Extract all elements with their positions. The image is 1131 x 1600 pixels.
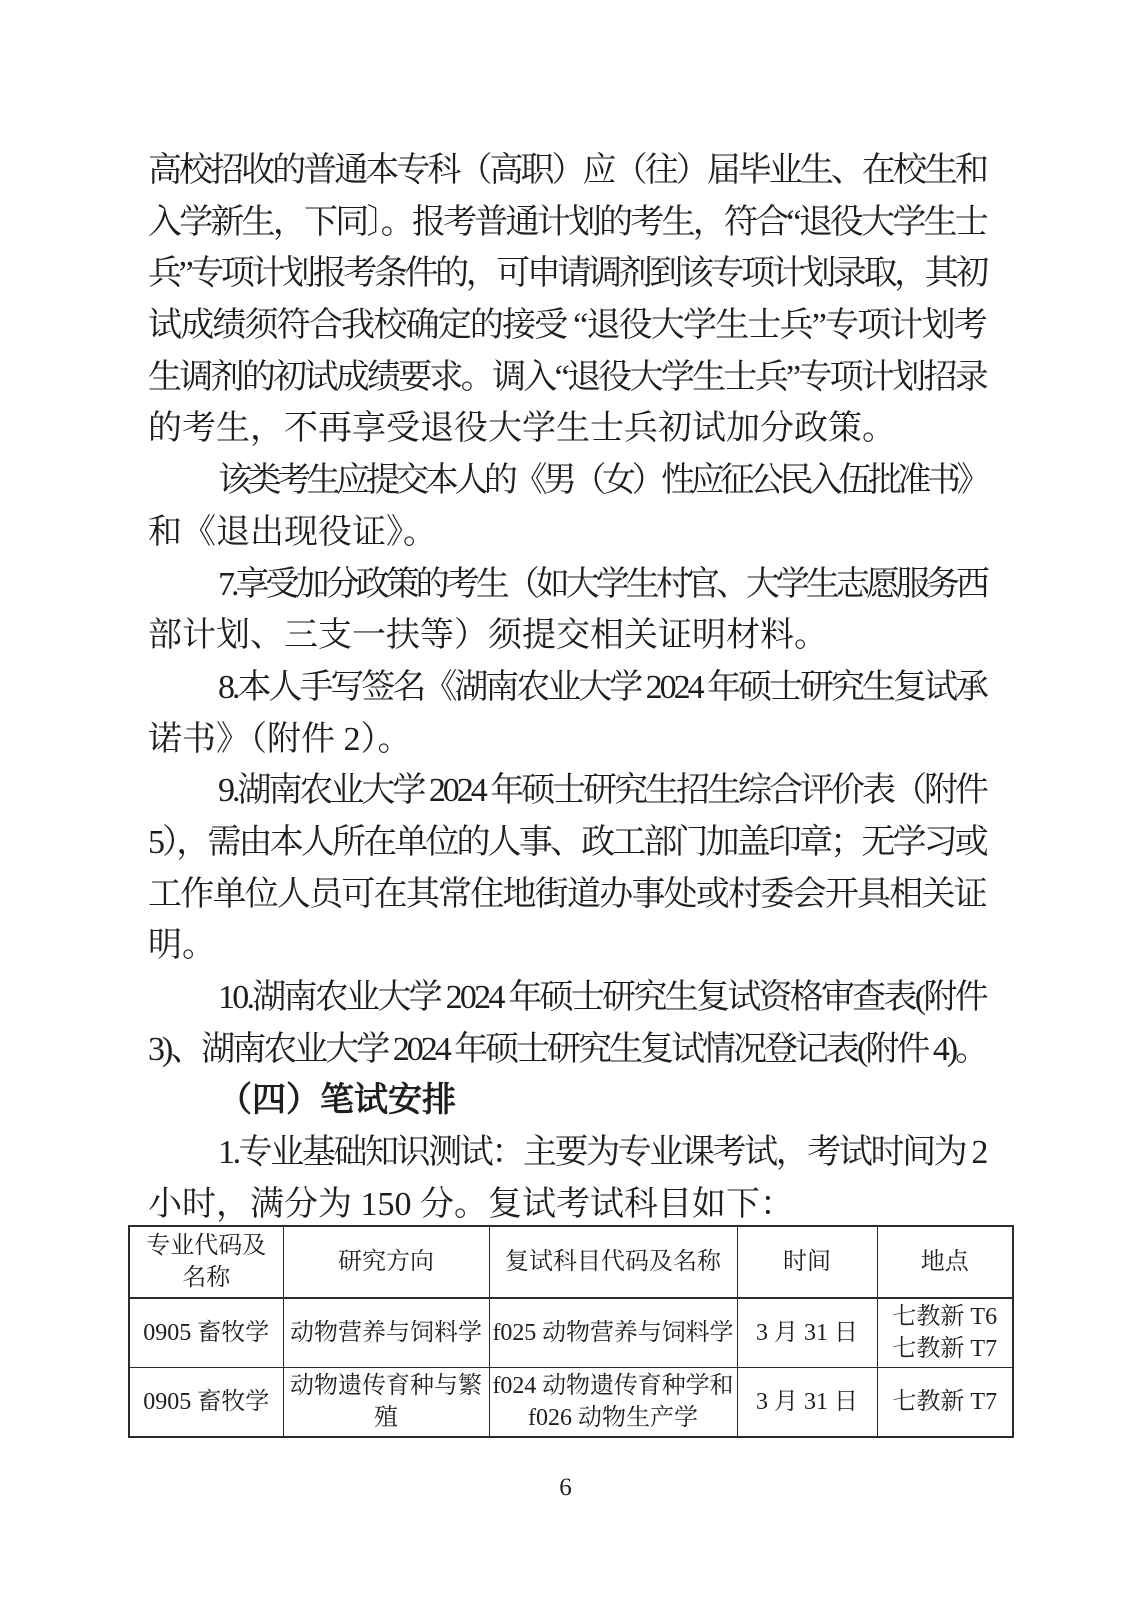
text-line-content: 5），需由本人所在单位的人事、政工部门加盖印章；无学习或 [148, 823, 986, 861]
paragraph-veteran-plan [148, 145, 986, 455]
text-line-content: 9.湖南农业大学 2024 年硕士研究生招生综合评价表（附件 [218, 772, 986, 810]
text-line [148, 145, 986, 197]
table-cell-line: 专业代码及 [146, 1233, 267, 1259]
paragraph-enlistment-documents [148, 455, 986, 558]
table-cell-line: 七教新 T6 [892, 1304, 998, 1330]
text-line-content: 该类考生应提交本人的《男（女）性应征公民入伍批准书》 [218, 462, 987, 500]
paragraph-item-7 [148, 559, 986, 662]
table-cell [283, 1298, 489, 1368]
text-line [148, 869, 986, 921]
table-cell-line: 动物遗传育种与繁 [290, 1373, 482, 1399]
text-line-content: 部计划、三支一扶等）须提交相关证明材料。 [148, 617, 828, 655]
text-line [148, 197, 986, 249]
table-cell-line: 名称 [182, 1265, 231, 1291]
written-exam-schedule-table [128, 1225, 1014, 1438]
table-cell [283, 1368, 489, 1438]
text-line [148, 662, 986, 714]
text-line [148, 714, 986, 766]
heading-written-exam [148, 1075, 986, 1127]
text-line-content: 兵”专项计划报考条件的，可申请调剂到该专项计划录取，其初 [148, 255, 986, 293]
text-line [148, 300, 986, 352]
table-header-cell [129, 1226, 283, 1298]
table-row [129, 1298, 1013, 1368]
table-cell-line: 七教新 T7 [892, 1389, 998, 1415]
text-line [148, 352, 986, 404]
table-header-cell [737, 1226, 877, 1298]
table-cell-line: 殖 [374, 1405, 398, 1431]
table-cell [129, 1368, 283, 1438]
document-body [148, 145, 986, 1230]
table-cell-line: 0905 畜牧学 [143, 1320, 270, 1346]
text-line [148, 559, 986, 611]
table-cell [877, 1298, 1013, 1368]
table-cell-line: 时间 [783, 1249, 831, 1275]
text-line-content: 高校招收的普通本专科（高职）应（往）届毕业生、在校生和 [148, 152, 987, 189]
table-cell-line: 七教新 T7 [892, 1336, 998, 1362]
text-line [148, 507, 986, 559]
text-line-content: 入学新生，下同〕。报考普通计划的考生，符合“退役大学生士 [148, 203, 986, 241]
text-line [148, 920, 986, 972]
table-cell [489, 1368, 737, 1438]
table-cell-line: 地点 [920, 1249, 969, 1275]
text-line [148, 1179, 986, 1231]
table-cell-line: 研究方向 [338, 1249, 434, 1275]
text-line [148, 1127, 986, 1179]
table-header-cell [877, 1226, 1013, 1298]
table-cell-line: 3 月 31 日 [756, 1389, 858, 1415]
text-line [148, 1075, 986, 1127]
table-header-cell [283, 1226, 489, 1298]
text-line-content: 诺书》（附件 2）。 [148, 720, 412, 758]
paragraph-item-8 [148, 662, 986, 765]
text-line-content: 的考生，不再享受退役大学生士兵初试加分政策。 [148, 410, 896, 448]
text-line-content: 1.专业基础知识测试：主要为专业课考试，考试时间为 2 [218, 1134, 986, 1172]
table-cell [737, 1368, 877, 1438]
table-cell-line: f026 动物生产学 [528, 1405, 698, 1431]
text-line-content: 3)、湖南农业大学 2024 年硕士研究生复试情况登记表(附件 4)。 [148, 1030, 987, 1068]
table-cell-line: f025 动物营养与饲料学 [492, 1320, 734, 1346]
text-line-content: 生调剂的初试成绩要求。调入“退役大学生士兵”专项计划招录 [148, 358, 987, 396]
table-cell-line: 动物营养与饲料学 [290, 1320, 482, 1346]
text-line-content: （四）笔试安排 [218, 1082, 456, 1120]
table-cell-line: 0905 畜牧学 [143, 1389, 270, 1415]
text-line-content: 工作单位人员可在其常住地街道办事处或村委会开具相关证 [148, 875, 986, 913]
paragraph-written-exam-intro [148, 1127, 986, 1230]
table-cell [129, 1298, 283, 1368]
table-header-row [129, 1226, 1013, 1298]
table-row [129, 1368, 1013, 1438]
page-number: 6 [559, 1474, 572, 1501]
table-cell-line: 3 月 31 日 [756, 1320, 858, 1346]
text-line [148, 455, 986, 507]
text-line [148, 610, 986, 662]
text-line-content: 明。 [148, 927, 216, 965]
text-line-content: 7.享受加分政策的考生（如大学生村官、大学生志愿服务西 [218, 565, 987, 603]
text-line-content: 小时，满分为 150 分。复试考试科目如下： [148, 1185, 794, 1223]
text-line [148, 403, 986, 455]
text-line [148, 972, 986, 1024]
table-header-cell [489, 1226, 737, 1298]
text-line [148, 817, 986, 869]
table-cell-line: f024 动物遗传育种学和 [492, 1373, 734, 1399]
text-line [148, 765, 986, 817]
text-line-content: 和《退出现役证》。 [148, 513, 437, 551]
table-cell [737, 1298, 877, 1368]
paragraph-item-10 [148, 972, 986, 1075]
text-line [148, 248, 986, 300]
text-line [148, 1024, 986, 1076]
text-line-content: 8.本人手写签名《湖南农业大学 2024 年硕士研究生复试承 [218, 668, 986, 706]
table-cell [877, 1368, 1013, 1438]
table-cell [489, 1298, 737, 1368]
table-cell-line: 复试科目代码及名称 [505, 1249, 721, 1275]
text-line-content: 试成绩须符合我校确定的接受 “退役大学生士兵”专项计划考 [148, 307, 986, 345]
text-line-content: 10.湖南农业大学 2024 年硕士研究生复试资格审查表(附件 [218, 979, 986, 1016]
paragraph-item-9 [148, 765, 986, 972]
